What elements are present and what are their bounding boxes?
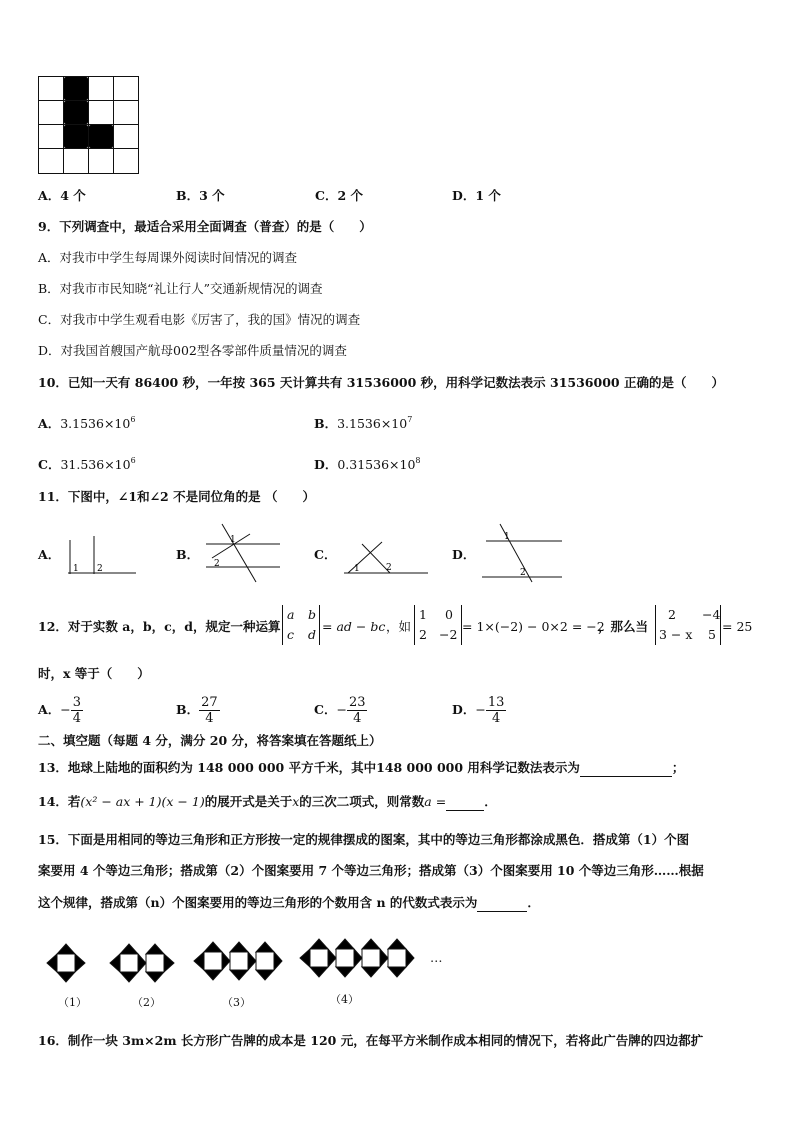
fraction-numerator: 3	[72, 695, 81, 710]
det-cell: 0	[445, 607, 453, 622]
fraction-denominator: 4	[72, 711, 81, 726]
q10-exponent: 6	[130, 456, 136, 465]
fraction-numerator: 23	[348, 695, 366, 710]
fraction-denominator: 4	[353, 711, 362, 726]
q10-option-d	[314, 453, 421, 473]
q15-pattern-2	[108, 942, 180, 984]
det-cell: d	[308, 627, 317, 642]
q15-pattern-1	[44, 942, 90, 984]
q11-option-c-label: C．	[314, 547, 337, 562]
q9-option-b: B．对我市市民知晓“礼让行人”交通新规情况的调查	[38, 281, 323, 296]
q10-mantissa: 3.1536×10	[60, 416, 131, 431]
angle-label-1: 1	[73, 564, 79, 574]
q11-figure-b	[204, 522, 284, 584]
q10-option-label: D．	[314, 457, 338, 472]
det-cell: 1	[419, 607, 427, 622]
q11-option-a-label: A．	[38, 547, 61, 562]
q10-option-b	[314, 412, 412, 432]
q11-option-b-label: B．	[176, 547, 200, 562]
q10-exponent: 6	[130, 415, 136, 424]
q15-figure-label-3: （3）	[222, 996, 251, 1009]
q14-prefix: 14．若	[38, 794, 81, 809]
fraction-numerator: 27	[201, 695, 218, 710]
q11-figure-c	[340, 530, 432, 578]
q15-pattern-4	[298, 934, 416, 982]
q10-exponent: 8	[415, 456, 421, 465]
q12-option-label: A．	[38, 702, 61, 717]
det-cell: 2	[419, 627, 427, 642]
det-cell: a	[287, 607, 295, 622]
angle-label-2: 2	[214, 559, 220, 569]
q10-option-a	[38, 412, 135, 432]
q14-variable: x	[292, 794, 300, 809]
q14-answer-blank[interactable]	[446, 794, 484, 811]
q12-tail: 时，x 等于（ ）	[38, 666, 150, 681]
q11-stem: 11．下图中，∠1和∠2 不是同位角的是 （ ）	[38, 489, 315, 504]
q14-constant: a =	[424, 794, 447, 809]
q14-end: ．	[484, 794, 497, 809]
q12-sign: −	[336, 702, 347, 717]
q15-answer-blank[interactable]	[477, 895, 527, 912]
q12-option-c	[314, 690, 367, 730]
q15-line-1: 15．下面是用相同的等边三角形和正方形按一定的规律摆成的图案，其中的等边三角形都涂成黑色．搭成第（1）个图	[38, 832, 690, 847]
q15-figure-label-4: （4）	[330, 993, 359, 1006]
fraction-numerator: 13	[487, 695, 505, 710]
det-cell: 5	[708, 627, 716, 642]
q12-definition-determinant	[282, 605, 320, 645]
q15-line-3-text: 这个规律，搭成第（n）个图案要用的等边三角形的个数用含 n 的代数式表示为	[38, 895, 478, 910]
angle-label-2: 2	[520, 568, 526, 578]
q9-option-a: A．对我市中学生每周课外阅读时间情况的调查	[38, 250, 298, 265]
q14-middle: 的展开式是关于	[204, 794, 293, 809]
angle-label-1: 1	[354, 564, 360, 574]
q12-fraction	[347, 695, 368, 726]
angle-label-2: 2	[97, 564, 103, 574]
q12-fraction	[199, 695, 220, 726]
q11-option-d-label: D．	[452, 547, 476, 562]
q12-option-a	[38, 690, 83, 730]
angle-label-1: 1	[504, 532, 510, 542]
q9-option-c: C．对我市中学生观看电影《厉害了，我的国》情况的调查	[38, 312, 361, 327]
q12-example-determinant	[414, 605, 462, 645]
q15-end: ．	[527, 895, 540, 910]
q10-mantissa: 0.31536×10	[337, 457, 416, 472]
q13-end: ；	[671, 760, 685, 775]
q12-sign: −	[60, 702, 71, 717]
q8-option-c: C．2 个	[315, 188, 363, 203]
q12-option-label: B．	[176, 702, 200, 717]
q11-figure-d	[480, 520, 566, 582]
det-cell: 3 − x	[659, 627, 693, 642]
q9-stem: 9．下列调查中，最适合采用全面调查（普查）的是（ ）	[38, 219, 372, 234]
q15-ellipsis: …	[430, 950, 443, 965]
q8-option-b: B．3 个	[176, 188, 225, 203]
angle-label-1: 1	[230, 535, 236, 545]
section-2-title: 二、填空题（每题 4 分，满分 20 分，将答案填在答题纸上）	[38, 733, 382, 748]
q15-line-3	[38, 895, 540, 912]
det-cell: b	[308, 607, 317, 622]
q15-figure-label-2: （2）	[132, 996, 161, 1009]
q16-text: 16．制作一块 3m×2m 长方形广告牌的成本是 120 元，在每平方米制作成本相同的情况下，若将此广告牌的四边都扩	[38, 1033, 704, 1048]
q10-mantissa: 3.1536×10	[337, 416, 408, 431]
q12-option-d	[452, 690, 506, 730]
q10-exponent: 7	[407, 415, 413, 424]
det-cell: −2	[439, 627, 458, 642]
q15-pattern-3	[192, 938, 284, 984]
fraction-denominator: 4	[491, 711, 501, 726]
q8-option-d: D．1 个	[452, 188, 501, 203]
q8-option-a: A．4 个	[38, 188, 86, 203]
q10-option-label: A．	[38, 416, 61, 431]
q12-option-label: C．	[314, 702, 337, 717]
q10-option-c	[38, 453, 136, 473]
q12-sign: −	[475, 702, 486, 717]
q9-option-d: D．对我国首艘国产航母002型各零部件质量情况的调查	[38, 343, 347, 358]
q11-figure-a	[66, 530, 138, 578]
q12-fraction	[71, 695, 83, 726]
det-cell: c	[287, 627, 295, 642]
q12-condition-result: = 25	[722, 619, 753, 634]
q12-fraction	[486, 695, 507, 726]
q10-option-label: C．	[38, 457, 61, 472]
q15-figure-label-1: （1）	[58, 996, 87, 1009]
q12-condition-prefix: ，那么当	[598, 619, 649, 634]
q13-stem: 13．地球上陆地的面积约为 148 000 000 平方千米，其中148 000 000 用科学记数法表示为	[38, 760, 580, 775]
q8-grid-figure	[38, 76, 140, 176]
q12-definition-result: = ad − bc	[322, 619, 386, 634]
q10-stem: 10．已知一天有 86400 秒，一年按 365 天计算共有 31536000 秒，用科学记数法表示 31536000 正确的是（ ）	[38, 375, 724, 390]
q14-suffix: 的三次二项式，则常数	[299, 794, 425, 809]
det-cell: −4	[702, 607, 721, 622]
q12-stem-start: 12．对于实数 a，b，c，d，规定一种运算	[38, 619, 281, 634]
det-cell: 2	[668, 607, 676, 622]
q10-option-label: B．	[314, 416, 338, 431]
q15-line-2: 案要用 4 个等边三角形；搭成第（2）个图案要用 7 个等边三角形；搭成第（3）个图案要用 10 个等边三角形……根据	[38, 863, 704, 878]
q14-text	[38, 794, 497, 811]
q10-mantissa: 31.536×10	[60, 457, 131, 472]
q12-option-label: D．	[452, 702, 476, 717]
q12-condition-determinant	[655, 605, 721, 645]
fraction-denominator: 4	[205, 711, 214, 726]
q12-option-b	[176, 690, 220, 730]
q13-answer-blank[interactable]	[580, 760, 672, 777]
q13-text	[38, 760, 684, 777]
q12-example-result: = 1×(−2) − 0×2 = −2	[462, 619, 605, 634]
q12-example-prefix: ，如	[386, 619, 412, 634]
q14-expression: (x² − ax + 1)(x − 1)	[80, 794, 205, 809]
angle-label-2: 2	[386, 563, 392, 573]
